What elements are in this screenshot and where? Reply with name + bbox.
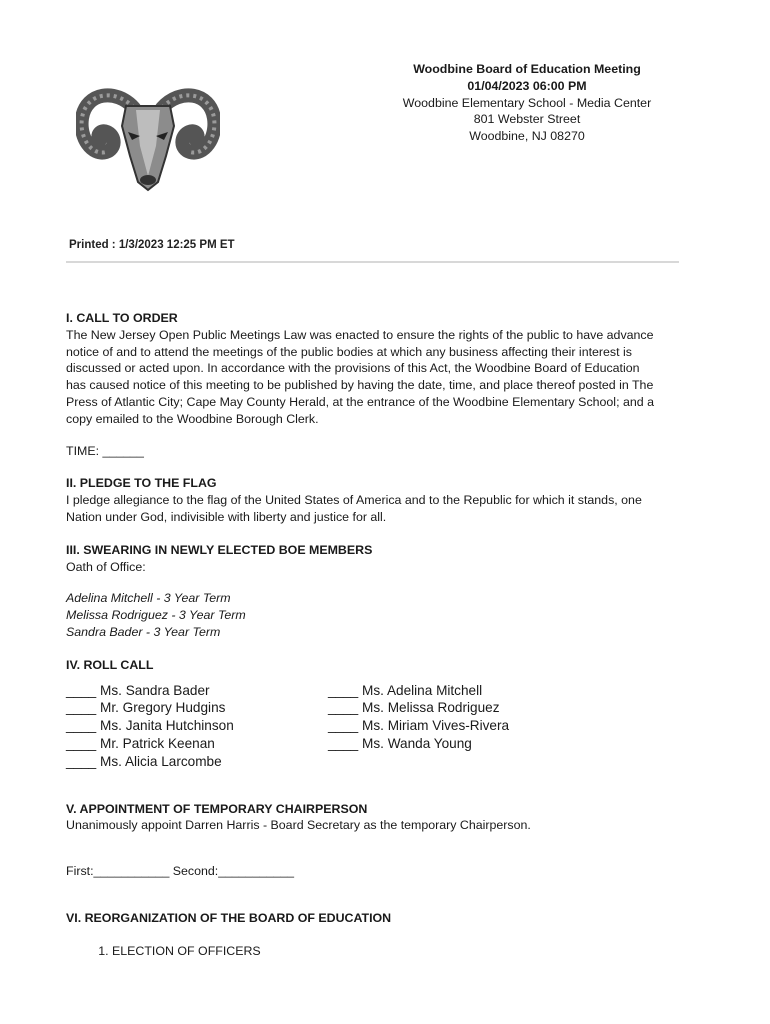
motion-line: First:___________ Second:___________: [66, 864, 295, 879]
ram-head-icon: [76, 86, 220, 196]
section-heading-swearing: III. SWEARING IN NEWLY ELECTED BOE MEMBERS: [66, 542, 373, 557]
elected-member: Sandra Bader - 3 Year Term: [66, 624, 221, 639]
section-heading-call-to-order: I. CALL TO ORDER: [66, 311, 178, 325]
elected-member: Adelina Mitchell - 3 Year Term: [66, 591, 231, 606]
section-heading-temporary-chair: V. APPOINTMENT OF TEMPORARY CHAIRPERSON: [66, 801, 368, 816]
roll-call-entry: ____ Ms. Miriam Vives-Rivera: [328, 718, 510, 734]
meeting-street: 801 Webster Street: [473, 112, 581, 127]
section-heading-pledge: II. PLEDGE TO THE FLAG: [66, 476, 217, 491]
header-divider: [66, 261, 679, 263]
meeting-datetime: 01/04/2023 06:00 PM: [467, 78, 587, 93]
call-to-order-line: Press of Atlantic City; Cape May County Herald, at the entrance of the Woodbine Elementary School; and a: [66, 394, 654, 409]
pledge-line: Nation under God, indivisible with liberty and justice for all.: [66, 509, 387, 524]
meeting-city: Woodbine, NJ 08270: [469, 129, 585, 144]
call-to-order-line: discussed or acted upon. In accordance with the provisions of this Act, the Woodbine Board of Education: [66, 361, 640, 376]
roll-call-left-column: [66, 682, 328, 771]
meeting-title: Woodbine Board of Education Meeting: [413, 62, 641, 76]
roll-call-entry: ____ Ms. Adelina Mitchell: [328, 682, 483, 698]
meeting-venue: Woodbine Elementary School - Media Center: [402, 95, 652, 110]
section-heading-reorganization: VI. REORGANIZATION OF THE BOARD OF EDUCATION: [66, 910, 392, 925]
elected-member: Melissa Rodriguez - 3 Year Term: [66, 608, 246, 623]
call-to-order-line: copy emailed to the Woodbine Borough Clerk.: [66, 411, 319, 426]
roll-call-list: [66, 682, 686, 771]
roll-call-entry: ____ Ms. Sandra Bader: [66, 682, 210, 698]
roll-call-right-column: [328, 682, 590, 771]
call-to-order-line: The New Jersey Open Public Meetings Law was enacted to ensure the rights of the public to have advance: [66, 327, 654, 342]
temporary-chair-text: Unanimously appoint Darren Harris - Board Secretary as the temporary Chairperson.: [66, 818, 531, 833]
time-field: TIME: ______: [66, 443, 144, 458]
meeting-header: [382, 61, 672, 145]
roll-call-entry: ____ Mr. Gregory Hudgins: [66, 700, 226, 716]
roll-call-entry: ____ Ms. Melissa Rodriguez: [328, 700, 500, 716]
roll-call-entry: ____ Ms. Wanda Young: [328, 735, 472, 751]
call-to-order-line: notice of and to attend the meetings of the public bodies at which any business affecting their interest is: [66, 344, 632, 359]
oath-subtitle: Oath of Office:: [66, 559, 146, 574]
roll-call-entry: ____ Mr. Patrick Keenan: [66, 735, 215, 751]
pledge-line: I pledge allegiance to the flag of the United States of America and to the Republic for which it stands, one: [66, 493, 642, 508]
roll-call-entry: ____ Ms. Janita Hutchinson: [66, 718, 234, 734]
reorganization-list: [66, 943, 686, 960]
call-to-order-line: has caused notice of this meeting to be published by having the date, time, and place thereof posted in The: [66, 378, 654, 393]
agenda-body: [66, 310, 686, 960]
section-heading-roll-call: IV. ROLL CALL: [66, 657, 154, 672]
roll-call-entry: ____ Ms. Alicia Larcombe: [66, 753, 222, 769]
list-item: 1. ELECTION OF OFFICERS: [112, 943, 686, 960]
printed-timestamp: Printed : 1/3/2023 12:25 PM ET: [69, 239, 235, 251]
